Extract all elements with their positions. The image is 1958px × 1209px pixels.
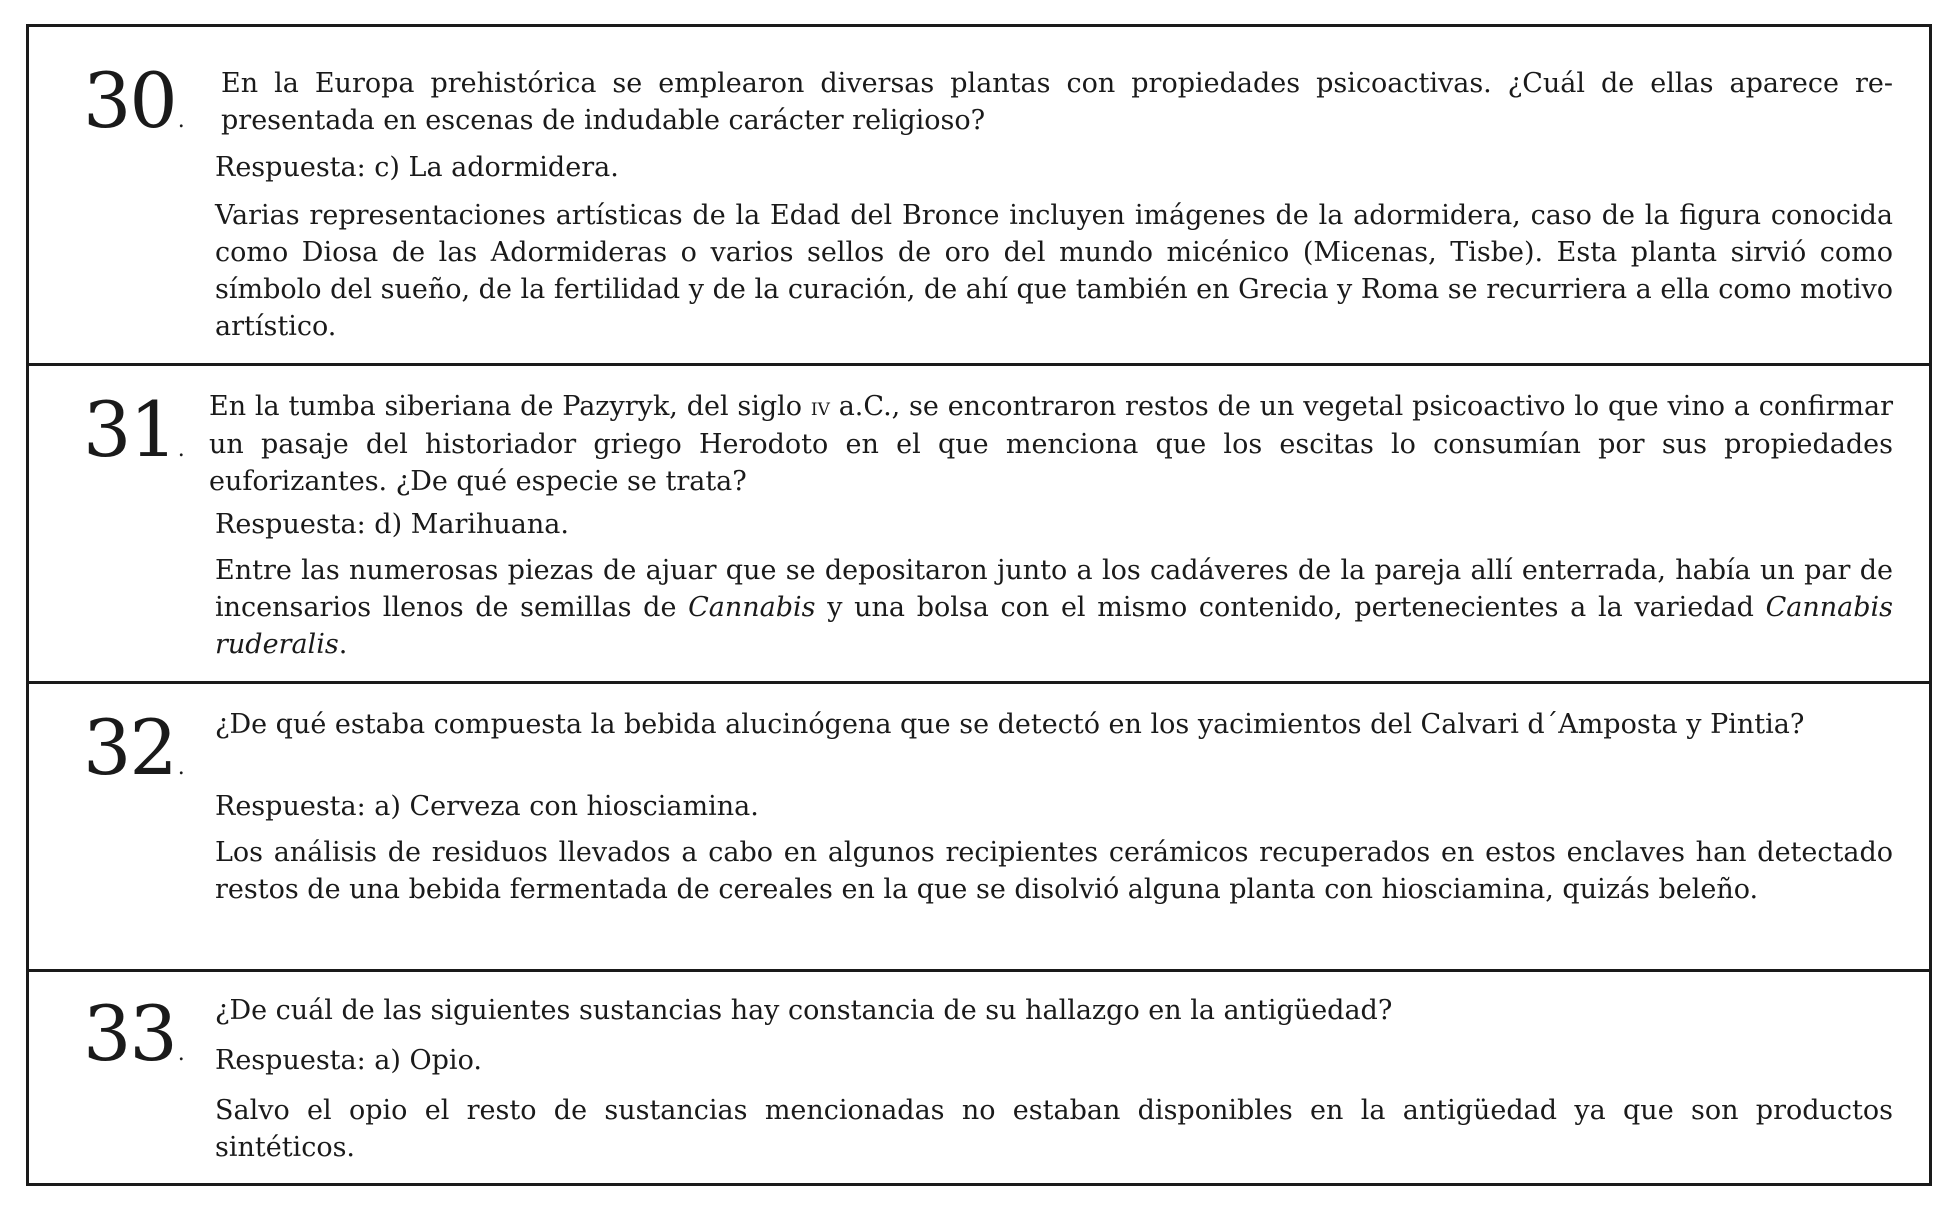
explanation-part: Entre las numerosas piezas de ajuar que se depositaron junto a los cadáveres de la pareja allí enterrada, había un par de incensarios llenos de semillas de <box>215 555 1893 623</box>
question-block-31 <box>29 363 1929 681</box>
question-text-part: a.C., se encontraron restos de un vegetal psicoactivo lo que vino a confirmar un pasaje del historiador griego Herodoto en el que menciona que los escitas lo consumían por sus propiedades euforizantes. ¿De qué especie se trata? <box>209 391 1893 497</box>
question-number-dot: . <box>177 108 185 133</box>
explanation-part: . <box>338 629 348 660</box>
question-number-value: 33 <box>83 989 176 1078</box>
question-text: ¿De qué estaba compuesta la bebida alucinógena que se detectó en los yacimientos del Calvari d´Amposta y Pintia? <box>215 709 1805 740</box>
question-text: En la Europa prehistórica se emplearon diversas plantas con propiedades psicoactivas. ¿Cuál de ellas aparece representada en escenas de indudable carácter religioso? <box>221 68 1893 136</box>
explanation-text: Salvo el opio el resto de sustancias mencionadas no estaban disponibles en la antigüedad ya que son productos sintéticos. <box>215 1095 1893 1163</box>
question-number-dot: . <box>177 437 185 462</box>
question-number <box>83 989 185 1078</box>
question-number <box>83 703 185 792</box>
question-block-32 <box>29 681 1929 969</box>
answer-text: Respuesta: a) Cerveza con hiosciamina. <box>215 791 759 822</box>
question-number-dot: . <box>177 1041 185 1066</box>
answer-text: Respuesta: d) Marihuana. <box>215 509 569 540</box>
question-block-33 <box>29 969 1929 1183</box>
question-number-value: 32 <box>83 703 176 792</box>
question-number <box>83 56 185 145</box>
question-text: ¿De cuál de las siguientes sustancias hay constancia de su hallazgo en la antigüedad? <box>215 995 1393 1026</box>
question-number <box>83 385 185 474</box>
answer-text: Respuesta: a) Opio. <box>215 1045 482 1076</box>
explanation-text <box>215 552 1893 663</box>
answer-text: Respuesta: c) La adormidera. <box>215 152 619 183</box>
explanation-text: Los análisis de residuos llevados a cabo en algunos recipientes cerámicos recuperados en estos enclaves han detectado restos de una bebida fermentada de cereales en la que se disolvió alguna planta con hiosciamina, quizás beleño. <box>215 837 1893 905</box>
explanation-text: Varias representaciones artísticas de la Edad del Bronce incluyen imágenes de la adormidera, caso de la figura conocida como Diosa de las Adormideras o varios sellos de oro del mundo micénico (Micenas, Tisbe). Esta planta sirvió como símbolo del sueño, de la fertilidad y de la curación, de ahí que también en Grecia y Roma se recurriera a ella como motivo artístico. <box>215 200 1893 342</box>
species-name: Cannabis ruderalis <box>215 592 1893 660</box>
question-text-part: En la tumba siberiana de Pazyryk, del siglo <box>209 391 811 422</box>
question-number-value: 30 <box>83 56 176 145</box>
quiz-table <box>26 24 1932 1186</box>
century-numeral: iv <box>810 393 830 421</box>
question-block-30 <box>29 27 1929 363</box>
question-number-dot: . <box>177 755 185 780</box>
question-number-value: 31 <box>83 385 176 474</box>
question-text <box>209 388 1893 500</box>
species-name: Cannabis <box>688 592 816 623</box>
explanation-part: y una bolsa con el mismo contenido, pertenecientes a la variedad <box>815 592 1766 623</box>
